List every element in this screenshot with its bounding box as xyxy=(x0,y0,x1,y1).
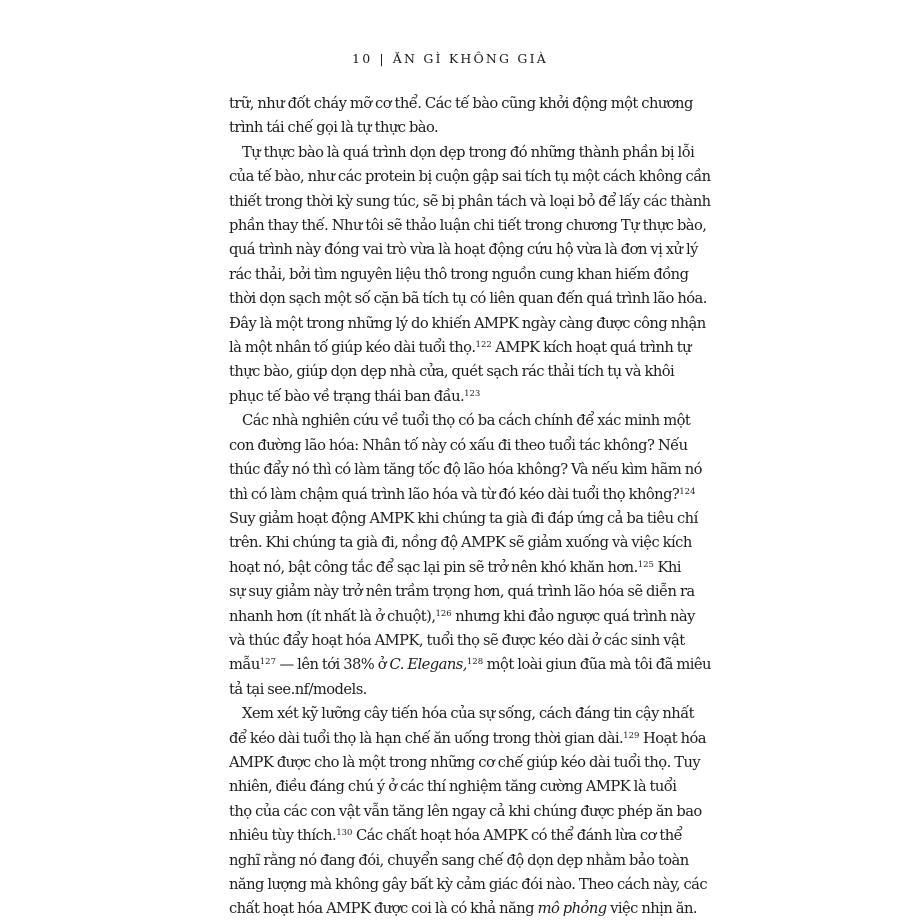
text-run: AMPK kích hoạt quá trình tự xyxy=(495,339,692,357)
text-line: tả tại see.nf/models. xyxy=(229,680,367,698)
footnote-ref: 123 xyxy=(464,388,481,399)
text-line: trên. Khi chúng ta già đi, nồng độ AMPK sẽ giảm xuống và việc kích xyxy=(229,534,692,552)
text-line: của tế bào, như các protein bị cuộn gập sai tích tụ một cách không cần xyxy=(229,168,711,186)
text-line: Suy giảm hoạt động AMPK khi chúng ta già đi đáp ứng cả ba tiêu chí xyxy=(229,509,698,527)
text-run: nhiêu tùy thích. xyxy=(229,827,337,845)
text-line xyxy=(229,897,697,921)
text-run: nhanh hơn (ít nhất là ở chuột), xyxy=(229,607,436,625)
species-name: C. Elegans, xyxy=(389,656,467,674)
text-run: phục tế bào về trạng thái ban đầu. xyxy=(229,387,465,405)
text-line: và thúc đẩy hoạt hóa AMPK, tuổi thọ sẽ được kéo dài ở các sinh vật xyxy=(229,631,685,649)
text-run: việc nhịn ăn. xyxy=(610,900,697,918)
text-line: sự suy giảm này trở nên trầm trọng hơn, quá trình lão hóa sẽ diễn ra xyxy=(229,583,695,601)
footnote-ref: 130 xyxy=(336,828,353,839)
text-line xyxy=(229,605,695,629)
text-run: để kéo dài tuổi thọ là hạn chế ăn uống trong thời gian dài. xyxy=(229,729,624,747)
paragraph-1 xyxy=(229,92,693,141)
text-line: Xem xét kỹ lưỡng cây tiến hóa của sự sống, cách đáng tin cậy nhất xyxy=(242,705,694,723)
emphasis-text: mô phỏng xyxy=(537,900,607,918)
text-run: Khi xyxy=(657,558,681,576)
paragraph-4 xyxy=(229,702,708,922)
text-line: nhiên, điều đáng chú ý ở các thí nghiệm tăng cường AMPK là tuổi xyxy=(229,778,677,796)
text-line xyxy=(229,336,692,360)
page-number: 10 xyxy=(352,51,373,66)
text-line: Đây là một trong những lý do khiến AMPK ngày càng được công nhận xyxy=(229,314,706,332)
footnote-ref: 127 xyxy=(259,657,276,668)
text-line xyxy=(229,727,706,751)
text-run: chất hoạt hóa AMPK được coi là có khả năng xyxy=(229,900,535,918)
paragraph-2 xyxy=(229,141,711,409)
book-title: ĂN GÌ KHÔNG GIÀ xyxy=(392,51,548,66)
text-run: Hoạt hóa xyxy=(642,729,706,747)
text-line xyxy=(229,385,671,409)
footnote-ref: 128 xyxy=(466,657,484,668)
text-line: trình tái chế gọi là tự thực bào. xyxy=(229,119,439,137)
footnote-ref: 124 xyxy=(679,486,696,497)
footnote-ref: 126 xyxy=(435,608,452,619)
footnote-ref: 125 xyxy=(637,559,654,570)
footnote-ref: 129 xyxy=(623,730,640,741)
text-line: thọ của các con vật vẫn tăng lên ngay cả khi chúng được phép ăn bao xyxy=(229,802,702,820)
text-run: nhưng khi đảo ngược quá trình này xyxy=(455,607,695,625)
text-line xyxy=(229,824,683,848)
running-header xyxy=(0,51,900,66)
text-line: thúc đẩy nó thì có làm tăng tốc độ lão hóa không? Và nếu kìm hãm nó xyxy=(229,461,702,479)
text-line: con đường lão hóa: Nhân tố này có xấu đi theo tuổi tác không? Nếu xyxy=(229,436,688,454)
text-line xyxy=(229,556,681,580)
text-line: năng lượng mà không gây bất kỳ cảm giác đói nào. Theo cách này, các xyxy=(229,876,708,893)
text-line: thực bào, giúp dọn dẹp nhà cửa, quét sạch rác thải tích tụ và khôi xyxy=(229,363,675,381)
text-line: nghĩ rằng nó đang đói, chuyển sang chế độ dọn dẹp nhằm bảo toàn xyxy=(229,851,689,869)
text-line xyxy=(229,653,711,677)
text-run: một loài giun đũa mà tôi đã miêu xyxy=(486,656,711,674)
text-line: trữ, như đốt cháy mỡ cơ thể. Các tế bào cũng khởi động một chương xyxy=(229,95,693,112)
header-separator: | xyxy=(379,51,386,66)
paragraph-3 xyxy=(229,409,711,702)
text-line xyxy=(229,483,696,507)
text-run: Các chất hoạt hóa AMPK có thể đánh lừa cơ thể xyxy=(355,827,683,845)
text-line: rác thải, bởi tìm nguyên liệu thô trong nguồn cung khan hiếm đồng xyxy=(229,265,689,283)
text-run: — lên tới 38% ở xyxy=(279,656,387,674)
text-run: hoạt nó, bật công tắc để sạc lại pin sẽ trở nên khó khăn hơn. xyxy=(229,558,638,576)
text-line: thiết trong thời kỳ sung túc, sẽ bị phân tách và loại bỏ để lấy các thành xyxy=(229,192,711,210)
body-text xyxy=(229,92,711,922)
text-line: thời dọn sạch một số cặn bã tích tụ có liên quan đến quá trình lão hóa. xyxy=(229,290,707,308)
text-line: phần thay thế. Như tôi sẽ thảo luận chi tiết trong chương Tự thực bào, xyxy=(229,217,707,235)
footnote-ref: 122 xyxy=(475,340,492,351)
text-run: thì có làm chậm quá trình lão hóa và từ đó kéo dài tuổi thọ không? xyxy=(229,485,680,503)
text-run: mẫu xyxy=(229,656,260,674)
text-line: Các nhà nghiên cứu về tuổi thọ có ba cách chính để xác minh một xyxy=(242,412,691,430)
text-line: quá trình này đóng vai trò vừa là hoạt động cứu hộ vừa là đơn vị xử lý xyxy=(229,241,698,259)
text-run: là một nhân tố giúp kéo dài tuổi thọ. xyxy=(229,339,476,357)
text-line: AMPK được cho là một trong những cơ chế giúp kéo dài tuổi thọ. Tuy xyxy=(229,753,701,771)
text-line: Tự thực bào là quá trình dọn dẹp trong đó những thành phần bị lỗi xyxy=(242,143,695,161)
